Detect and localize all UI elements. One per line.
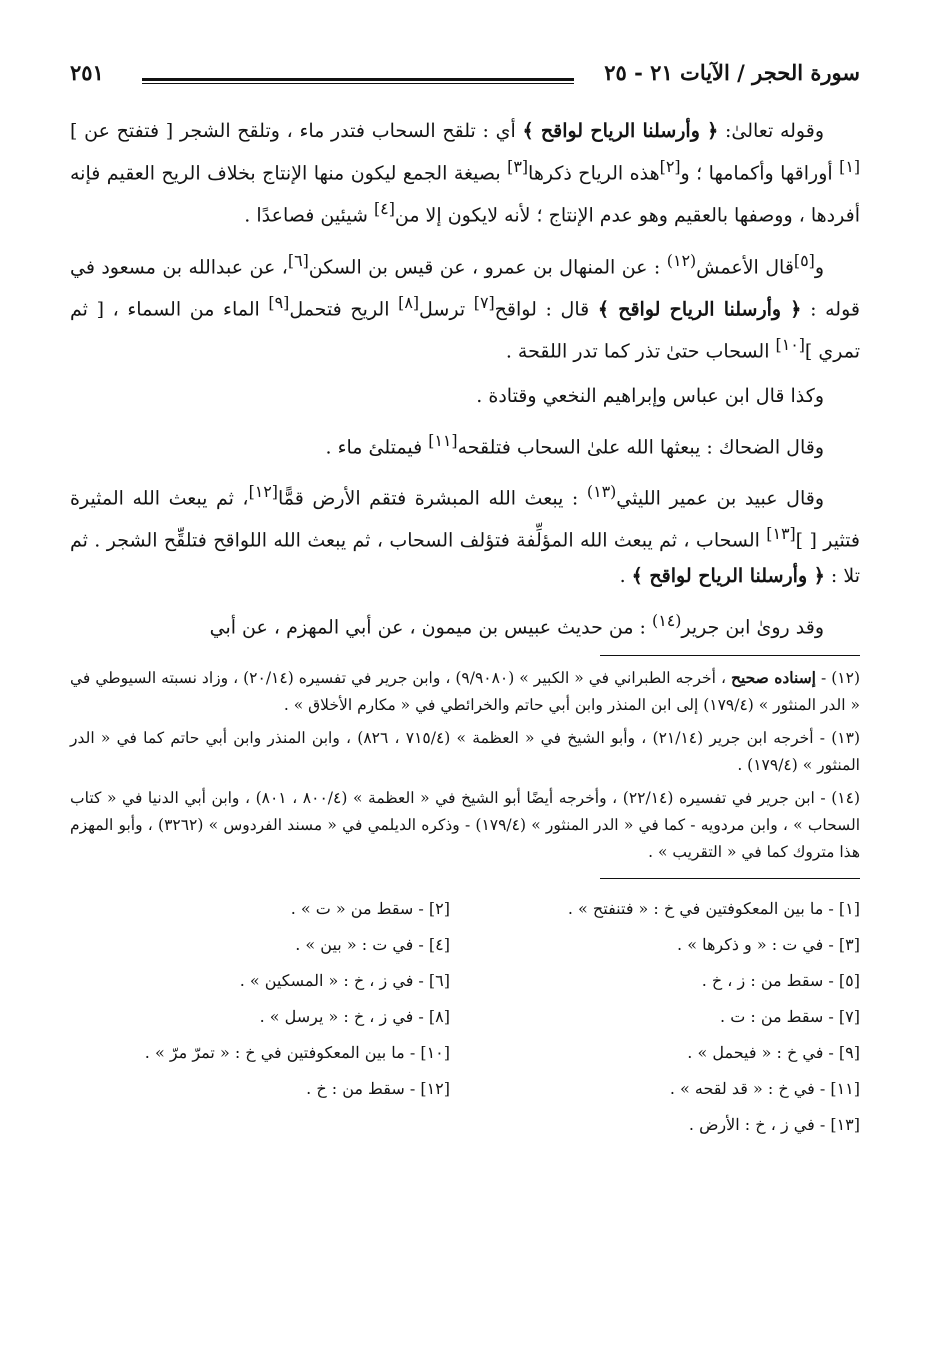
footnote-ref[interactable]: (١٤) — [652, 610, 682, 630]
variant-note: [٤] - في ت : « بين » . — [295, 934, 450, 954]
variant-note: [٦] - في ز ، خ : « المسكين » . — [239, 970, 450, 990]
variant-note: [١] - ما بين المعكوفتين في خ : « فتنفتح » . — [567, 898, 860, 918]
footnote-14 — [70, 785, 860, 866]
paragraph-text: شيئين فصاعدًا . — [244, 204, 374, 227]
variant-note: [٥] - سقط من : ز ، خ . — [701, 970, 860, 990]
paragraph-text: الريح فتحمل — [289, 298, 399, 321]
variant-ref[interactable]: [٥] — [793, 250, 815, 270]
paragraph-6 — [70, 603, 860, 645]
variant-ref[interactable]: [١] — [839, 157, 861, 176]
quran-quote: ﴿ وأرسلنا الرياح لواقح ﴾ — [522, 120, 719, 142]
variant-note: [٣] - في ت : « و ذكرها » . — [677, 934, 860, 954]
variants-separator — [600, 878, 860, 879]
footnote-ref[interactable]: (١٢) — [666, 250, 697, 270]
paragraph-text: وقوله تعالىٰ: — [718, 120, 825, 142]
chapter-title: سورة الحجر / الآيات ٢١ - ٢٥ — [604, 59, 860, 85]
paragraph-text: الماء من السماء ، [ ثم تمري ] — [70, 298, 860, 363]
paragraph-text: فيمتلئ ماء . — [325, 435, 429, 458]
paragraph-text: وقد رویٰ ابن جرير — [681, 615, 824, 638]
variant-note: [٨] - في ز ، خ : « يرسل » . — [259, 1006, 450, 1026]
paragraph-text: السحاب ، ثم يبعث الله المؤلِّفة فتؤلف السحاب ، ثم يبعث الله اللواقح فتلقِّح الشجر . ثم تلا : — [70, 529, 860, 587]
paragraph-text: أوراقها وأكمامها ؛ و — [680, 162, 840, 185]
variant-note: [١٢] - سقط من : خ . — [306, 1078, 450, 1098]
paragraph-text: ترسل — [419, 298, 474, 321]
variant-note: [١٣] - في ز ، خ : الأرض . — [688, 1114, 860, 1134]
footnote-12 — [70, 664, 860, 719]
footnote-number: (١٤) - — [814, 788, 860, 807]
paragraph-text: وقال الضحاك : يبعثها الله علىٰ السحاب فتلقحه — [457, 435, 824, 458]
paragraph-1 — [70, 114, 860, 234]
footnote-number: (١٣) - — [813, 728, 861, 747]
paragraph-2 — [70, 243, 860, 370]
header-rule — [142, 78, 574, 81]
footnote-13 — [70, 725, 860, 779]
variant-ref[interactable]: [١٢] — [248, 481, 278, 501]
footnote-number: (١٢) - — [816, 668, 861, 687]
paragraph-text: و — [814, 255, 824, 278]
variant-ref[interactable]: [٧] — [473, 292, 495, 312]
paragraph-text: السحاب حتىٰ تذر كما تدر اللقحة . — [505, 340, 776, 363]
variant-ref[interactable]: [١١] — [428, 430, 458, 450]
paragraph-text: ، عن عبدالله بن مسعود في قوله : — [70, 255, 860, 321]
variant-ref[interactable]: [٩] — [268, 292, 290, 312]
variant-ref[interactable]: [٢] — [659, 157, 681, 176]
variant-ref[interactable]: [٤] — [373, 199, 395, 219]
variant-note: [٧] - سقط من : ت . — [720, 1006, 860, 1026]
manuscript-variants — [70, 891, 860, 1143]
footnote-separator — [600, 655, 860, 656]
quran-quote: ﴿ وأرسلنا الرياح لواقح ﴾ — [631, 564, 825, 587]
paragraph-4 — [70, 423, 860, 465]
book-page — [70, 52, 860, 1143]
variant-note: [٢] - سقط من « ت » . — [290, 898, 450, 918]
variant-ref[interactable]: [٦] — [287, 250, 309, 270]
paragraph-text: بصيغة الجمع ليكون منها الإنتاج بخلاف الريح العقيم فإنه أفردها ، ووصفها بالعقيم وهو عدم الإنتاج ؛ لأنه لايكون إلا من — [70, 162, 860, 227]
paragraph-text: قال : لواقح — [494, 298, 598, 321]
footnote-text: ، أخرجه الطبراني في « الكبير » (٩/٩٠٨٠) ، وابن جرير في تفسيره (٢٠/١٤) ، وزاد نسبته السيوطي في « الدر المنثور » (١٧٩/٤) إلى ابن المنذر وابن أبي حاتم والخرائطي في « مكارم الأخلاق » . — [70, 668, 860, 714]
footnote-text: أخرجه ابن جرير (٢١/١٤) ، وأبو الشيخ في « العظمة » (٧١٥/٤ ، ٨٢٦) ، وابن المنذر وابن أبي حاتم كما في « الدر المنثور » (١٧٩/٤) . — [70, 728, 860, 774]
paragraph-text: : عن المنهال بن عمرو ، عن قيس بن السكن — [308, 255, 667, 278]
variant-note: [١١] - في خ : « قد لقحه » . — [669, 1078, 860, 1098]
paragraph-5 — [70, 474, 860, 594]
paragraph-text: : يبعث الله المبشرة فتقم الأرض قمًّا — [277, 487, 587, 510]
running-header — [70, 52, 860, 92]
paragraph-text: قال الأعمش — [696, 255, 794, 278]
paragraph-text: . — [619, 564, 632, 587]
variant-ref[interactable]: [٨] — [398, 292, 420, 312]
main-text — [70, 114, 860, 645]
footnotes — [70, 664, 860, 866]
variant-ref[interactable]: [١٣] — [766, 524, 796, 544]
paragraph-text: هذه الرياح ذكرها — [528, 162, 660, 185]
variant-note: [١٠] - ما بين المعكوفتين في خ : « تمرّ مرّ » . — [144, 1042, 450, 1062]
paragraph-text: : من حديث عبيس بن ميمون ، عن أبي المهزم ، عن أبي — [209, 615, 652, 638]
paragraph-text: أي : تلقح السحاب فتدر ماء ، وتلقح الشجر [ فتفتح عن ] — [70, 120, 523, 142]
footnote-text: ابن جرير في تفسيره (٢٢/١٤) ، وأخرجه أيضًا أبو الشيخ في « العظمة » (٨٠٠/٤ ، ٨٠١) ، وابن أبي الدنيا في « كتاب السحاب » ، وابن مردويه - كما في « الدر المنثور » (١٧٩/٤) - وذكره الديلمي في « مسند الفردوس » (٣٢٦٢) ، وأبو المهزم هذا متروك كما في « التقريب » . — [70, 788, 860, 861]
page-number: ٢٥١ — [70, 59, 104, 85]
variant-note: [٩] - في خ : « فيحمل » . — [687, 1042, 860, 1062]
paragraph-3: وكذا قال ابن عباس وإبراهيم النخعي وقتادة . — [476, 384, 824, 407]
variant-ref[interactable]: [٣] — [507, 157, 529, 176]
paragraph-text: ، ثم يبعث الله المثيرة فتثير [ ] — [70, 487, 860, 552]
variant-ref[interactable]: [١٠] — [775, 335, 805, 355]
footnote-bold-text: إسناده صحيح — [730, 667, 816, 687]
paragraph-text: وقال عبيد بن عمير الليثي — [616, 487, 824, 510]
quran-quote: ﴿ وأرسلنا الرياح لواقح ﴾ — [597, 298, 802, 321]
footnote-ref[interactable]: (١٣) — [586, 481, 617, 501]
